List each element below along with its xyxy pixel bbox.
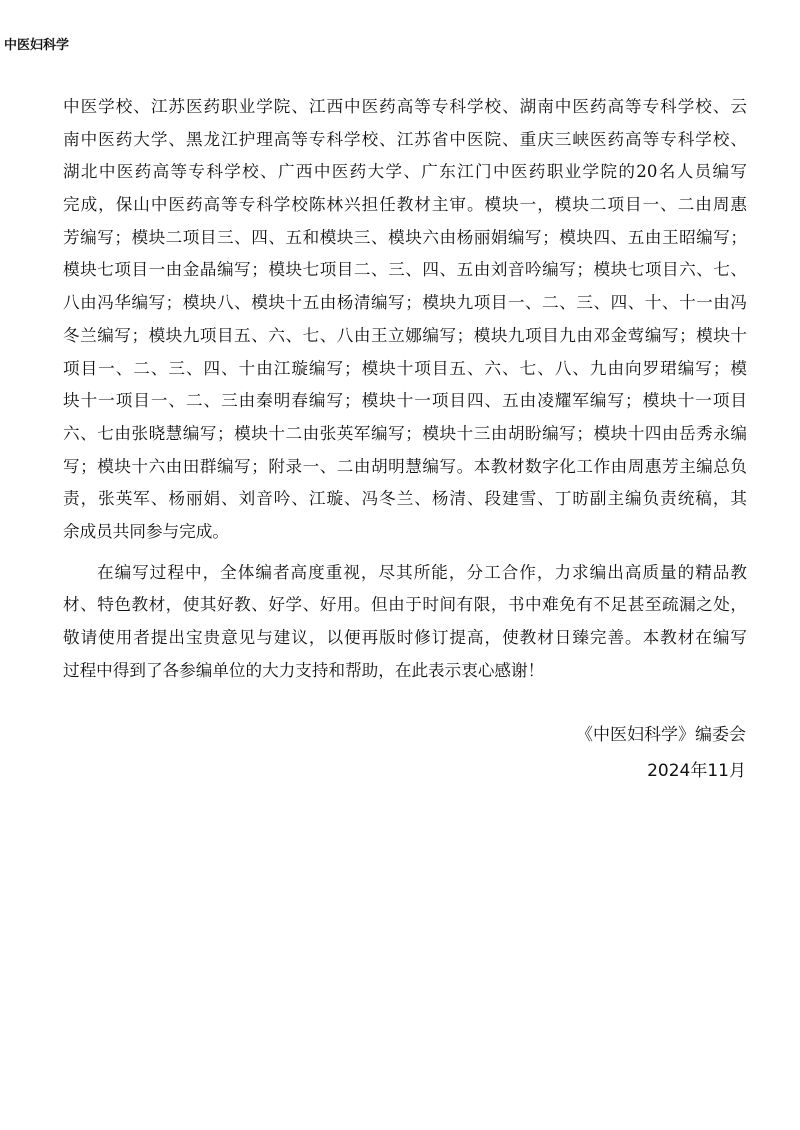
text-line: 六、七由张晓慧编写；模块十二由张英军编写；模块十三由胡盼编写；模块十四由岳秀永编 [63, 423, 747, 443]
text-line: 余成员共同参与完成。 [63, 521, 229, 541]
running-header: 中医妇科学 [4, 38, 70, 53]
signature-committee: 《中医妇科学》编委会 [576, 725, 746, 745]
text-line: 在编写过程中，全体编者高度重视，尽其所能，分工合作，力求编出高质量的精品教 [97, 562, 747, 582]
signature-date: 2024年11月 [647, 761, 746, 781]
body-text [63, 91, 747, 687]
text-line: 材、特色教材，使其好教、好学、好用。但由于时间有限，书中难免有不足甚至疏漏之处， [63, 595, 747, 615]
text-line: 写；模块十六由田群编写；附录一、二由胡明慧编写。本教材数字化工作由周惠芳主编总负 [63, 456, 747, 476]
text-line: 责，张英军、杨丽娟、刘音吟、江璇、冯冬兰、杨清、段建雪、丁昉副主编负责统稿，其 [63, 489, 747, 509]
text-line: 八由冯华编写；模块八、模块十五由杨清编写；模块九项目一、二、三、四、十、十一由冯 [63, 293, 747, 313]
paragraph-1 [63, 91, 747, 549]
text-line: 湖北中医药高等专科学校、广西中医药大学、广东江门中医药职业学院的20名人员编写 [63, 162, 747, 182]
text-line: 模块七项目一由金晶编写；模块七项目二、三、四、五由刘音吟编写；模块七项目六、七、 [63, 260, 747, 280]
text-line: 敬请使用者提出宝贵意见与建议，以便再版时修订提高，使教材日臻完善。本教材在编写 [63, 628, 747, 647]
text-line: 冬兰编写；模块九项目五、六、七、八由王立娜编写；模块九项目九由邓金莺编写；模块十 [63, 325, 747, 345]
text-line: 南中医药大学、黑龙江护理高等专科学校、江苏省中医院、重庆三峡医药高等专科学校、 [63, 129, 747, 149]
paragraph-2 [63, 557, 747, 688]
text-line: 完成，保山中医药高等专科学校陈林兴担任教材主审。模块一，模块二项目一、二由周惠 [63, 195, 747, 215]
text-line: 芳编写；模块二项目三、四、五和模块三、模块六由杨丽娟编写；模块四、五由王昭编写； [63, 227, 747, 247]
text-line: 块十一项目一、二、三由秦明春编写；模块十一项目四、五由凌耀军编写；模块十一项目 [63, 391, 747, 411]
text-line: 中医学校、江苏医药职业学院、江西中医药高等专科学校、湖南中医药高等专科学校、云 [63, 97, 747, 116]
text-line: 过程中得到了各参编单位的大力支持和帮助，在此表示衷心感谢！ [63, 660, 545, 680]
text-line: 项目一、二、三、四、十由江璇编写；模块十项目五、六、七、八、九由向罗珺编写；模 [63, 358, 747, 378]
